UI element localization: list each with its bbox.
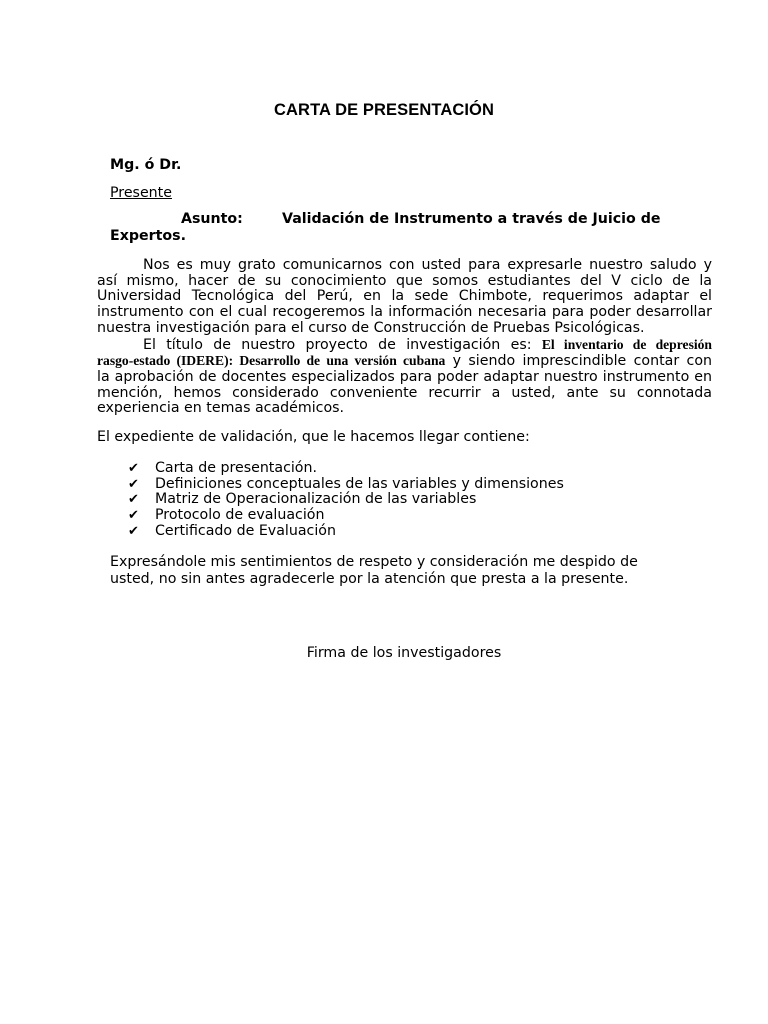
greeting-line: Presente <box>110 185 172 201</box>
project-intro-text: El título de nuestro proyecto de investigación es: <box>143 336 532 353</box>
subject-label: Asunto: <box>181 211 243 227</box>
list-item <box>128 461 564 477</box>
list-item <box>128 492 564 508</box>
paragraph-line <box>97 337 712 354</box>
list-item <box>128 508 564 524</box>
subject-text-line1: Validación de Instrumento a través de Juicio de <box>282 211 661 227</box>
closing-paragraph <box>110 554 670 587</box>
list-item-text: Definiciones conceptuales de las variables y dimensiones <box>155 475 564 492</box>
recipient-line: Mg. ó Dr. <box>110 157 182 173</box>
paragraph-line: así mismo, hacer de su conocimiento que somos estudiantes del V ciclo de la <box>97 272 712 289</box>
project-after-title-text: y siendo imprescindible contar con <box>452 353 712 370</box>
checkmark-icon: ✔ <box>128 461 139 476</box>
checkmark-icon: ✔ <box>128 508 139 524</box>
closing-line: Expresándole mis sentimientos de respeto y consideración me despido de <box>110 554 638 570</box>
list-item-text: Carta de presentación. <box>155 460 317 476</box>
paragraph-line: instrumento con el cual recogeremos la información necesaria para poder desarrollar <box>97 304 712 321</box>
list-item <box>128 524 564 540</box>
contents-checklist <box>128 461 564 540</box>
subject-text-line2: Expertos. <box>110 228 186 244</box>
project-title-part1: El inventario de depresión <box>541 336 712 352</box>
contents-intro-paragraph: El expediente de validación, que le hacemos llegar contiene: <box>97 429 530 445</box>
paragraph-line-text: Nos es muy grato comunicarnos con usted para expresarle nuestro saludo y <box>143 257 712 273</box>
closing-line: usted, no sin antes agradecerle por la atención que presta a la presente. <box>110 570 629 587</box>
paragraph-line: mención, hemos considerado conveniente recurrir a usted, ante su connotada <box>97 384 712 401</box>
checkmark-icon: ✔ <box>128 492 139 508</box>
list-item-text: Protocolo de evaluación <box>155 507 325 524</box>
paragraph-line <box>97 353 712 370</box>
list-item-text: Certificado de Evaluación <box>155 522 336 539</box>
paragraph-line <box>97 258 712 274</box>
paragraph-line: Universidad Tecnológica del Perú, en la sede Chimbote, requerimos adaptar el <box>97 288 712 305</box>
document-title: CARTA DE PRESENTACIÓN <box>274 101 494 119</box>
subject-block <box>110 211 670 245</box>
list-item-text: Matriz de Operacionalización de las variables <box>155 491 477 508</box>
checkmark-icon: ✔ <box>128 523 139 539</box>
paragraph-line: la aprobación de docentes especializados para poder adaptar nuestro instrumento en <box>97 368 712 385</box>
signature-line: Firma de los investigadores <box>306 645 502 661</box>
intro-paragraph <box>97 258 712 417</box>
checkmark-icon: ✔ <box>128 476 139 492</box>
paragraph-line: experiencia en temas académicos. <box>97 400 345 417</box>
list-item <box>128 477 564 493</box>
paragraph-line: nuestra investigación para el curso de Construcción de Pruebas Psicológicas. <box>97 319 645 336</box>
project-title-part2: rasgo-estado (IDERE): Desarrollo de una versión cubana <box>97 353 446 369</box>
